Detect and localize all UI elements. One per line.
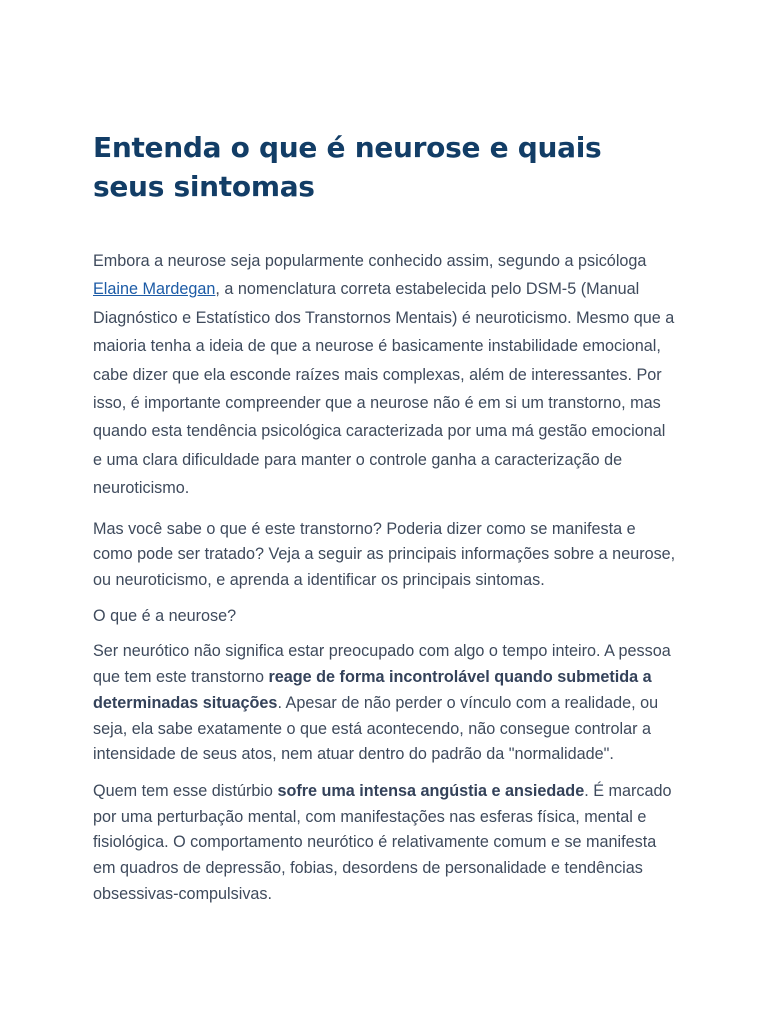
intro-paragraph	[93, 247, 678, 503]
paragraph-symptoms	[93, 779, 678, 908]
paragraph-definition	[93, 639, 678, 768]
intro-text-start: Embora a neurose seja popularmente conhecido assim, segundo a psicóloga	[93, 252, 647, 270]
article	[93, 128, 678, 908]
intro-text-end: , a nomenclatura correta estabelecida pelo DSM-5 (Manual Diagnóstico e Estatístico dos Transtornos Mentais) é neuroticismo. Mesmo que a maioria tenha a ideia de que a neurose é basicamente instabilidade emocional, cabe dizer que ela esconde raízes mais complexas, além de interessantes. Por isso, é importante compreender que a neurose não é em si um transtorno, mas quando esta tendência psicológica caracterizada por uma má gestão emocional e uma clara dificuldade para manter o controle ganha a caracterização de neuroticismo.	[93, 280, 675, 498]
symptoms-text-end: . É marcado por uma perturbação mental, com manifestações nas esferas física, mental e fisiológica. O comportamento neurótico é relativamente comum e se manifesta em quadros de depressão, fobias, desordens de personalidade e tendências obsessivas-compulsivas.	[93, 781, 672, 903]
section-subheading: O que é a neurose?	[93, 606, 237, 625]
definition-emphasis: reage de forma incontrolável quando submetida a determinadas situações	[93, 668, 652, 712]
paragraph-question: Mas você sabe o que é este transtorno? Poderia dizer como se manifesta e como pode ser tratado? Veja a seguir as principais informações sobre a neurose, ou neuroticismo, e aprenda a identificar os principais sintomas.	[93, 519, 676, 590]
symptoms-text-start: Quem tem esse distúrbio	[93, 781, 278, 800]
definition-text-start: Ser neurótico não significa estar preocupado com algo o tempo inteiro. A pessoa que tem este transtorno	[93, 642, 671, 687]
article-title: Entenda o que é neurose e quais seus sintomas	[93, 131, 602, 203]
symptoms-emphasis: sofre uma intensa angústia e ansiedade	[277, 781, 585, 800]
definition-text-end: . Apesar de não perder o vínculo com a realidade, ou seja, ela sabe exatamente o que está acontecendo, não consegue controlar a intensidade de seus atos, nem atuar dentro do padrão da "normalidade".	[93, 693, 659, 764]
author-link[interactable]: Elaine Mardegan	[93, 280, 216, 299]
